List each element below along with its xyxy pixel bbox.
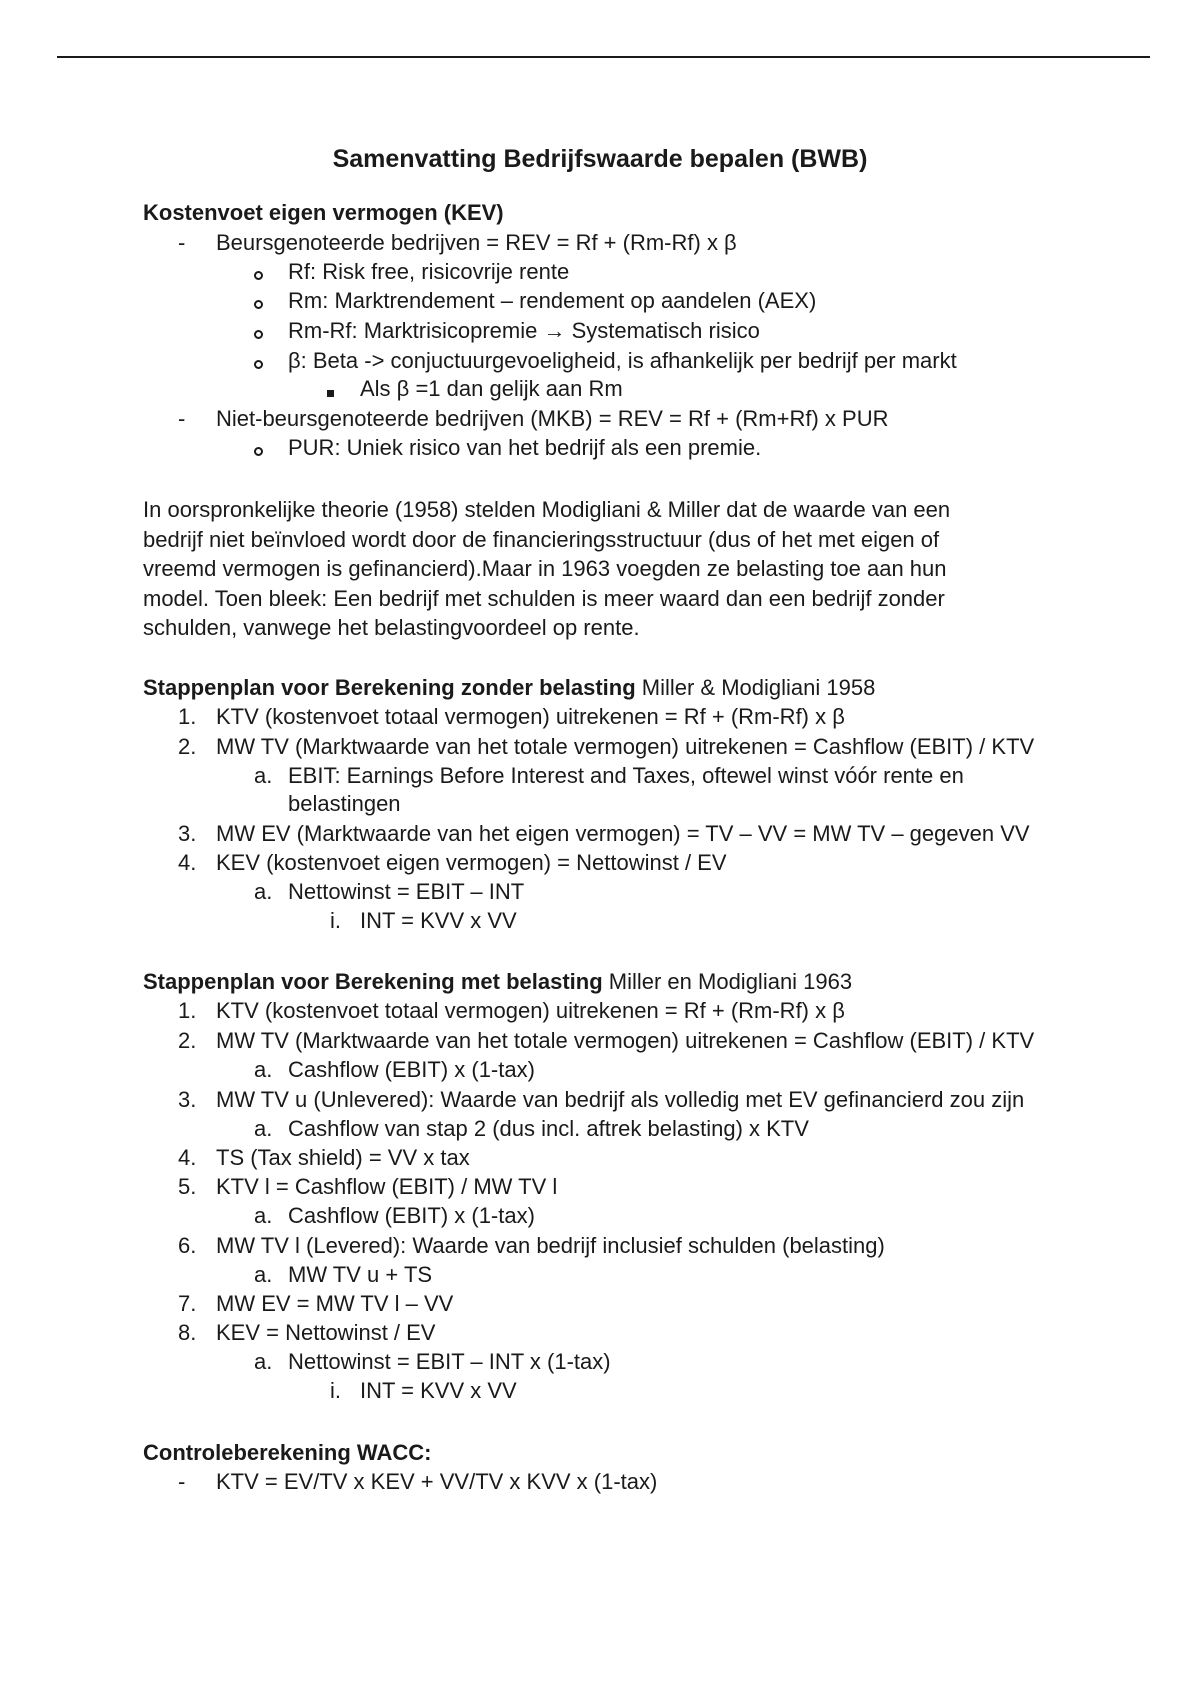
number-marker: 3. (178, 821, 197, 846)
bullet-dash: - (178, 230, 186, 255)
bullet-circle (254, 348, 263, 376)
plan2-step-8: KEV = Nettowinst / EV (216, 1320, 436, 1345)
plan2-heading (143, 968, 852, 996)
paragraph-line: model. Toen bleek: Een bedrijf met schulden is meer waard dan een bedrijf zonder (143, 586, 945, 611)
plan1-heading-bold: Stappenplan voor Berekening zonder belasting (143, 675, 636, 700)
number-marker: 4. (178, 1145, 197, 1170)
letter-marker: a. (254, 1057, 273, 1082)
plan2-step-8a: Nettowinst = EBIT – INT x (1-tax) (288, 1349, 611, 1374)
wacc-heading: Controleberekening WACC: (143, 1440, 432, 1465)
kev-sub-rmrf: Rm-Rf: Marktrisicopremie → Systematisch risico (288, 318, 760, 343)
letter-marker: a. (254, 1116, 273, 1141)
roman-marker: i. (330, 908, 341, 933)
plan1-step-2a: EBIT: Earnings Before Interest and Taxes, oftewel winst vóór rente en (288, 763, 964, 788)
plan2-step-7: MW EV = MW TV l – VV (216, 1291, 454, 1316)
wacc-formula: KTV = EV/TV x KEV + VV/TV x KVV x (1-tax) (216, 1469, 658, 1494)
plan1-step-3: MW EV (Marktwaarde van het eigen vermogen) = TV – VV = MW TV – gegeven VV (216, 821, 1030, 846)
page-title: Samenvatting Bedrijfswaarde bepalen (BWB) (332, 145, 868, 173)
number-marker: 7. (178, 1291, 197, 1316)
paragraph-line: In oorspronkelijke theorie (1958) stelden Modigliani & Miller dat de waarde van een (143, 497, 951, 522)
plan1-step-4: KEV (kostenvoet eigen vermogen) = Nettowinst / EV (216, 850, 727, 875)
kev-sub-pur: PUR: Uniek risico van het bedrijf als een premie. (288, 435, 762, 460)
bullet-circle (254, 259, 263, 287)
letter-marker: a. (254, 879, 273, 904)
plan2-step-3: MW TV u (Unlevered): Waarde van bedrijf als volledig met EV gefinancierd zou zijn (216, 1087, 1025, 1112)
plan2-step-8ai: INT = KVV x VV (360, 1378, 517, 1403)
plan1-step-4ai: INT = KVV x VV (360, 908, 517, 933)
bullet-dash: - (178, 1469, 186, 1494)
kev-sub-beta: β: Beta -> conjuctuurgevoeligheid, is afhankelijk per bedrijf per markt (288, 348, 957, 373)
kev-subsub-beta1: Als β =1 dan gelijk aan Rm (360, 376, 623, 401)
number-marker: 8. (178, 1320, 197, 1345)
paragraph-line: bedrijf niet beïnvloed wordt door de financieringsstructuur (dus of het met eigen of (143, 527, 940, 552)
paragraph-line: vreemd vermogen is gefinancierd).Maar in 1963 voegden ze belasting toe aan hun (143, 556, 947, 581)
number-marker: 3. (178, 1087, 197, 1112)
plan2-step-4: TS (Tax shield) = VV x tax (216, 1145, 470, 1170)
plan1-heading (143, 674, 875, 702)
bullet-circle (254, 435, 263, 463)
plan1-step-4a: Nettowinst = EBIT – INT (288, 879, 525, 904)
kev-item-niet-beursgenoteerd: Niet-beursgenoteerde bedrijven (MKB) = REV = Rf + (Rm+Rf) x PUR (216, 406, 889, 431)
letter-marker: a. (254, 763, 273, 788)
number-marker: 2. (178, 1028, 197, 1053)
plan2-step-6: MW TV l (Levered): Waarde van bedrijf inclusief schulden (belasting) (216, 1233, 885, 1258)
number-marker: 5. (178, 1174, 197, 1199)
bullet-circle (254, 288, 263, 316)
kev-sub-rm: Rm: Marktrendement – rendement op aandelen (AEX) (288, 288, 817, 313)
letter-marker: a. (254, 1262, 273, 1287)
kev-heading: Kostenvoet eigen vermogen (KEV) (143, 200, 504, 225)
plan2-heading-bold: Stappenplan voor Berekening met belasting (143, 969, 603, 994)
letter-marker: a. (254, 1203, 273, 1228)
number-marker: 6. (178, 1233, 197, 1258)
letter-marker: a. (254, 1349, 273, 1374)
bullet-circle (254, 318, 263, 346)
plan2-step-3a: Cashflow van stap 2 (dus incl. aftrek belasting) x KTV (288, 1116, 809, 1141)
number-marker: 2. (178, 734, 197, 759)
plan2-step-2a: Cashflow (EBIT) x (1-tax) (288, 1057, 535, 1082)
kev-sub-rf: Rf: Risk free, risicovrije rente (288, 259, 570, 284)
plan1-step-2a-cont: belastingen (288, 791, 401, 816)
plan2-step-2: MW TV (Marktwaarde van het totale vermogen) uitrekenen = Cashflow (EBIT) / KTV (216, 1028, 1035, 1053)
plan2-step-1: KTV (kostenvoet totaal vermogen) uitrekenen = Rf + (Rm-Rf) x β (216, 998, 845, 1023)
number-marker: 1. (178, 704, 197, 729)
roman-marker: i. (330, 1378, 341, 1403)
plan2-heading-rest: Miller en Modigliani 1963 (602, 969, 853, 994)
number-marker: 4. (178, 850, 197, 875)
number-marker: 1. (178, 998, 197, 1023)
plan1-heading-rest: Miller & Modigliani 1958 (635, 675, 876, 700)
bullet-square (327, 376, 334, 404)
plan2-step-6a: MW TV u + TS (288, 1262, 433, 1287)
kev-item-beursgenoteerd: Beursgenoteerde bedrijven = REV = Rf + (Rm-Rf) x β (216, 230, 737, 255)
plan1-step-1: KTV (kostenvoet totaal vermogen) uitrekenen = Rf + (Rm-Rf) x β (216, 704, 845, 729)
top-rule (57, 56, 1150, 58)
plan2-step-5a: Cashflow (EBIT) x (1-tax) (288, 1203, 535, 1228)
plan1-step-2: MW TV (Marktwaarde van het totale vermogen) uitrekenen = Cashflow (EBIT) / KTV (216, 734, 1035, 759)
plan2-step-5: KTV l = Cashflow (EBIT) / MW TV l (216, 1174, 558, 1199)
paragraph-line: schulden, vanwege het belastingvoordeel op rente. (143, 615, 640, 640)
bullet-dash: - (178, 406, 186, 431)
